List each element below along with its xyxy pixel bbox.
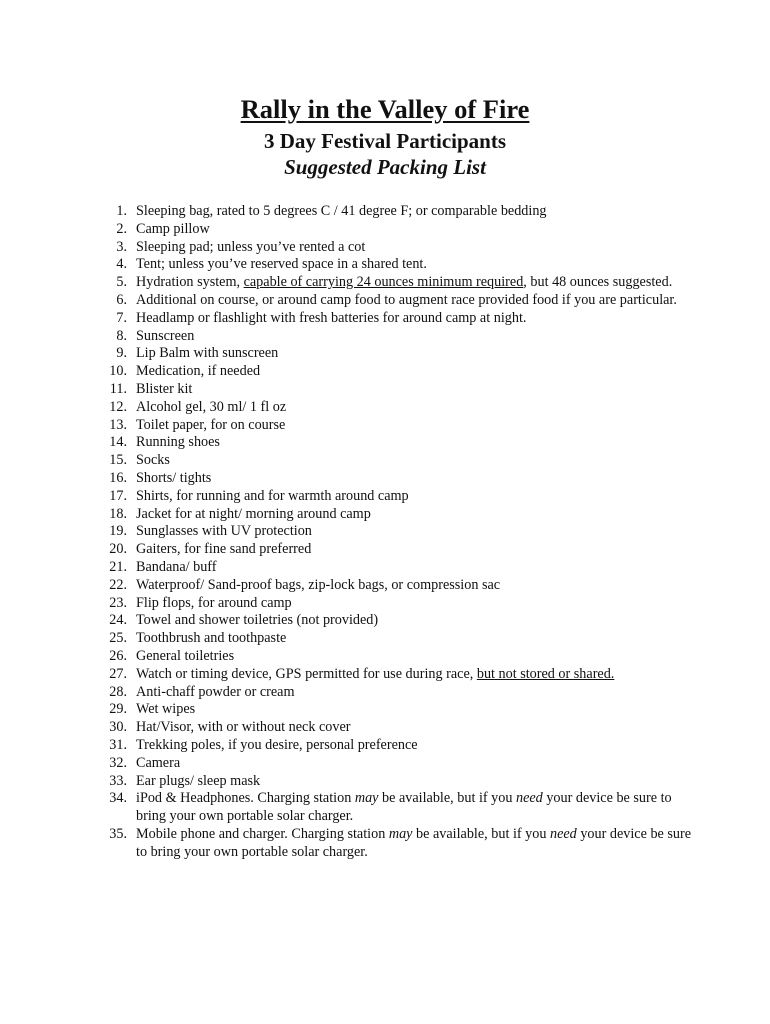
list-item-text: Toilet paper, for on course <box>136 416 286 433</box>
list-item-text: Lip Balm with sunscreen <box>136 345 279 362</box>
list-item-text: iPod & Headphones. Charging station <box>136 790 355 807</box>
list-item-text: , but 48 ounces suggested. <box>523 274 673 291</box>
list-item-number: 5. <box>116 274 127 291</box>
list-item-number: 10. <box>109 363 127 380</box>
list-item-number: 6. <box>116 291 127 308</box>
list-item-number: 26. <box>109 647 127 664</box>
list-item <box>103 630 703 648</box>
list-item <box>103 506 703 524</box>
list-item-text: Anti-chaff powder or cream <box>136 683 295 700</box>
list-item <box>103 701 703 719</box>
list-item-text: Shorts/ tights <box>136 469 212 486</box>
list-item-number: 9. <box>116 345 127 362</box>
list-item <box>103 612 703 630</box>
list-item-number: 12. <box>109 398 127 415</box>
list-item-number: 31. <box>109 736 127 753</box>
list-item-number: 22. <box>109 576 127 593</box>
list-item <box>103 292 703 310</box>
list-item <box>103 684 703 702</box>
list-item-text: Hydration system, <box>136 274 244 291</box>
list-item-number: 23. <box>109 594 127 611</box>
underlined-text: but not stored or shared. <box>476 665 615 682</box>
list-item-text: Hat/Visor, with or without neck cover <box>136 719 351 736</box>
packing-list <box>103 203 703 861</box>
list-item-text: Camp pillow <box>136 220 210 237</box>
document-subtitle-italic: Suggested Packing List <box>284 155 486 179</box>
list-item-text: Medication, if needed <box>136 363 261 380</box>
list-item-number: 13. <box>109 416 127 433</box>
list-item-number: 32. <box>109 754 127 771</box>
list-item-number: 20. <box>109 541 127 558</box>
list-item <box>103 363 703 381</box>
list-item-text: Mobile phone and charger. Charging station <box>136 825 389 842</box>
list-item-number: 21. <box>109 558 127 575</box>
list-item-text: Shirts, for running and for warmth around camp <box>136 487 409 504</box>
list-item-number: 3. <box>116 238 127 255</box>
list-item <box>103 345 703 363</box>
list-item <box>103 595 703 613</box>
list-item <box>103 221 703 239</box>
list-item-text: Gaiters, for fine sand preferred <box>136 541 312 558</box>
list-item-text: Tent; unless you’ve reserved space in a shared tent. <box>136 256 427 273</box>
list-item-text: Additional on course, or around camp food to augment race provided food if you are particular. <box>136 291 677 308</box>
list-item <box>103 559 703 577</box>
italic-text: need <box>549 825 577 842</box>
list-item-text: Headlamp or flashlight with fresh batteries for around camp at night. <box>136 309 527 326</box>
list-item <box>103 773 703 791</box>
list-item <box>103 541 703 559</box>
list-item-number: 18. <box>109 505 127 522</box>
list-item-text: Blister kit <box>136 380 193 397</box>
list-item <box>103 239 703 257</box>
italic-text: may <box>354 790 379 807</box>
list-item-number: 1. <box>116 203 127 219</box>
list-item-text: General toiletries <box>136 647 235 664</box>
list-item-number: 17. <box>109 487 127 504</box>
list-item-text: be available, but if you <box>378 790 516 807</box>
list-item <box>103 719 703 737</box>
list-item-number: 4. <box>116 256 127 273</box>
list-item-text: Trekking poles, if you desire, personal preference <box>136 736 418 753</box>
list-item-text: Camera <box>136 754 181 771</box>
list-item <box>103 417 703 435</box>
document-subtitle: 3 Day Festival Participants <box>263 129 507 153</box>
list-item-text: Ear plugs/ sleep mask <box>136 772 261 789</box>
list-item <box>103 826 703 862</box>
list-item <box>103 399 703 417</box>
list-item-text: Bandana/ buff <box>136 558 217 575</box>
list-item <box>103 203 703 221</box>
list-item <box>103 648 703 666</box>
list-item <box>103 310 703 328</box>
list-item-text: be available, but if you <box>412 825 550 842</box>
list-item <box>103 256 703 274</box>
list-item-number: 16. <box>109 469 127 486</box>
list-item-text: Running shoes <box>136 434 220 451</box>
list-item-text: Alcohol gel, 30 ml/ 1 fl oz <box>136 398 287 415</box>
list-item-text: Waterproof/ Sand-proof bags, zip-lock bags, or compression sac <box>136 576 501 593</box>
list-item-text: Toothbrush and toothpaste <box>136 630 287 647</box>
list-item-number: 25. <box>109 630 127 647</box>
list-item-number: 29. <box>109 701 127 718</box>
list-item <box>103 434 703 452</box>
italic-text: may <box>388 825 413 842</box>
list-item <box>103 523 703 541</box>
list-item-number: 33. <box>109 772 127 789</box>
list-item-number: 2. <box>116 220 127 237</box>
list-item-number: 24. <box>109 612 127 629</box>
list-item-text: Wet wipes <box>136 701 196 718</box>
underlined-text: capable of carrying 24 ounces minimum required <box>243 274 524 291</box>
list-item-number: 34. <box>109 790 127 807</box>
list-item <box>103 666 703 684</box>
list-item <box>103 328 703 346</box>
italic-text: need <box>515 790 543 807</box>
list-item-text: Towel and shower toiletries (not provided) <box>136 612 379 629</box>
list-item-number: 28. <box>109 683 127 700</box>
list-item <box>103 737 703 755</box>
list-item-text: Socks <box>136 452 170 469</box>
list-item-number: 30. <box>109 719 127 736</box>
list-item <box>103 381 703 399</box>
list-item-text: Sleeping pad; unless you’ve rented a cot <box>136 238 366 255</box>
list-item-text: Sunglasses with UV protection <box>136 523 312 540</box>
list-item-text: your device be sure to bring your own portable solar charger. <box>136 825 692 860</box>
list-item <box>103 452 703 470</box>
list-item-number: 27. <box>109 665 127 682</box>
list-item <box>103 790 703 826</box>
list-item <box>103 274 703 292</box>
list-item-number: 35. <box>109 825 127 842</box>
list-item-number: 11. <box>109 380 127 397</box>
list-item-text: Flip flops, for around camp <box>136 594 292 611</box>
list-item-number: 15. <box>109 452 127 469</box>
list-item <box>103 577 703 595</box>
list-item-text: Sleeping bag, rated to 5 degrees C / 41 degree F; or comparable bedding <box>136 203 547 219</box>
list-item-number: 8. <box>116 327 127 344</box>
list-item-text: Watch or timing device, GPS permitted for use during race, <box>136 665 477 682</box>
list-item-text: Jacket for at night/ morning around camp <box>136 505 371 522</box>
list-item <box>103 755 703 773</box>
document-title: Rally in the Valley of Fire <box>240 94 530 124</box>
list-item-text: Sunscreen <box>136 327 195 344</box>
list-item <box>103 488 703 506</box>
list-item <box>103 470 703 488</box>
list-item-text: your device be sure to bring your own portable solar charger. <box>136 790 672 825</box>
list-item-number: 14. <box>109 434 127 451</box>
list-item-number: 19. <box>109 523 127 540</box>
list-item-number: 7. <box>116 309 127 326</box>
